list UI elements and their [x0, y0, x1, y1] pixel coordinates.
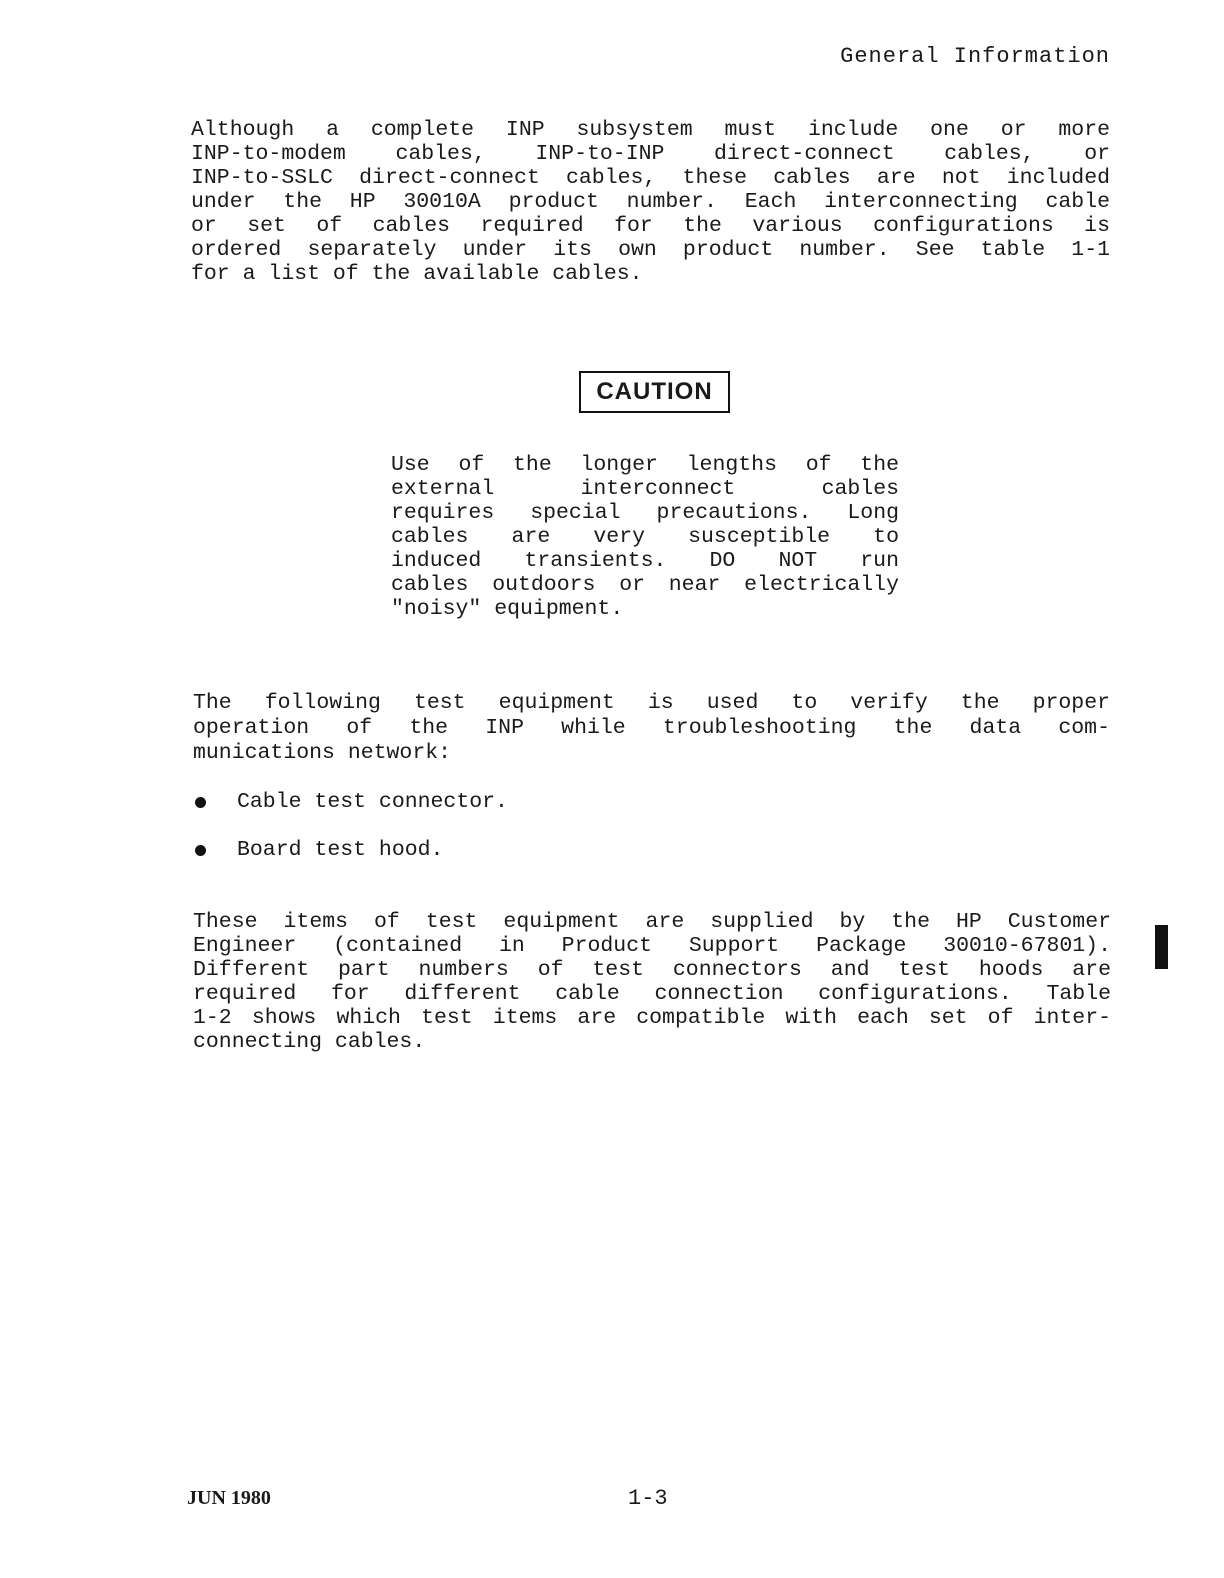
paragraph-line: munications network: [193, 741, 452, 765]
paragraph-line: under the HP 30010A product number. Each interconnecting cable [191, 190, 1110, 214]
bullet-icon [195, 845, 206, 856]
list-item [193, 790, 793, 838]
caution-line: external interconnect cables [391, 477, 899, 501]
paragraph-line: INP-to-SSLC direct-connect cables, these cables are not included [191, 166, 1110, 190]
running-head: General Information [840, 44, 1110, 69]
paragraph-line: Different part numbers of test connectors and test hoods are [193, 958, 1111, 982]
change-bar [1155, 925, 1168, 969]
caution-line: induced transients. DO NOT run [391, 549, 899, 573]
caution-line: "noisy" equipment. [391, 597, 624, 621]
paragraph-cables-intro [191, 118, 1110, 286]
paragraph-line: or set of cables required for the various configurations is [191, 214, 1110, 238]
list-item-text: Cable test connector. [237, 790, 508, 814]
caution-line: cables are very susceptible to [391, 525, 899, 549]
paragraph-line: The following test equipment is used to verify the proper [193, 691, 1110, 715]
caution-line: cables outdoors or near electrically [391, 573, 899, 597]
paragraph-line: for a list of the available cables. [191, 262, 643, 286]
paragraph-line: operation of the INP while troubleshooting the data com- [193, 716, 1110, 740]
caution-label: CAUTION [579, 371, 730, 413]
paragraph-line: Although a complete INP subsystem must include one or more [191, 118, 1110, 142]
paragraph-line: ordered separately under its own product number. See table 1-1 [191, 238, 1110, 262]
paragraph-line: These items of test equipment are supplied by the HP Customer [193, 910, 1111, 934]
list-item [193, 838, 793, 886]
caution-line: requires special precautions. Long [391, 501, 899, 525]
bullet-icon [195, 797, 206, 808]
caution-line: Use of the longer lengths of the [391, 453, 899, 477]
paragraph-line: required for different cable connection configurations. Table [193, 982, 1111, 1006]
caution-text [391, 453, 899, 621]
paragraph-line: Engineer (contained in Product Support Package 30010-67801). [193, 934, 1111, 958]
paragraph-line: INP-to-modem cables, INP-to-INP direct-connect cables, or [191, 142, 1110, 166]
paragraph-line: connecting cables. [193, 1030, 426, 1054]
paragraph-line: 1-2 shows which test items are compatible with each set of inter- [193, 1006, 1111, 1030]
paragraph-test-equipment [193, 691, 1110, 766]
footer-date: JUN 1980 [187, 1487, 271, 1509]
paragraph-test-items [193, 910, 1111, 1054]
test-equipment-list [193, 790, 793, 886]
list-item-text: Board test hood. [237, 838, 444, 862]
page-number: 1-3 [628, 1486, 668, 1511]
